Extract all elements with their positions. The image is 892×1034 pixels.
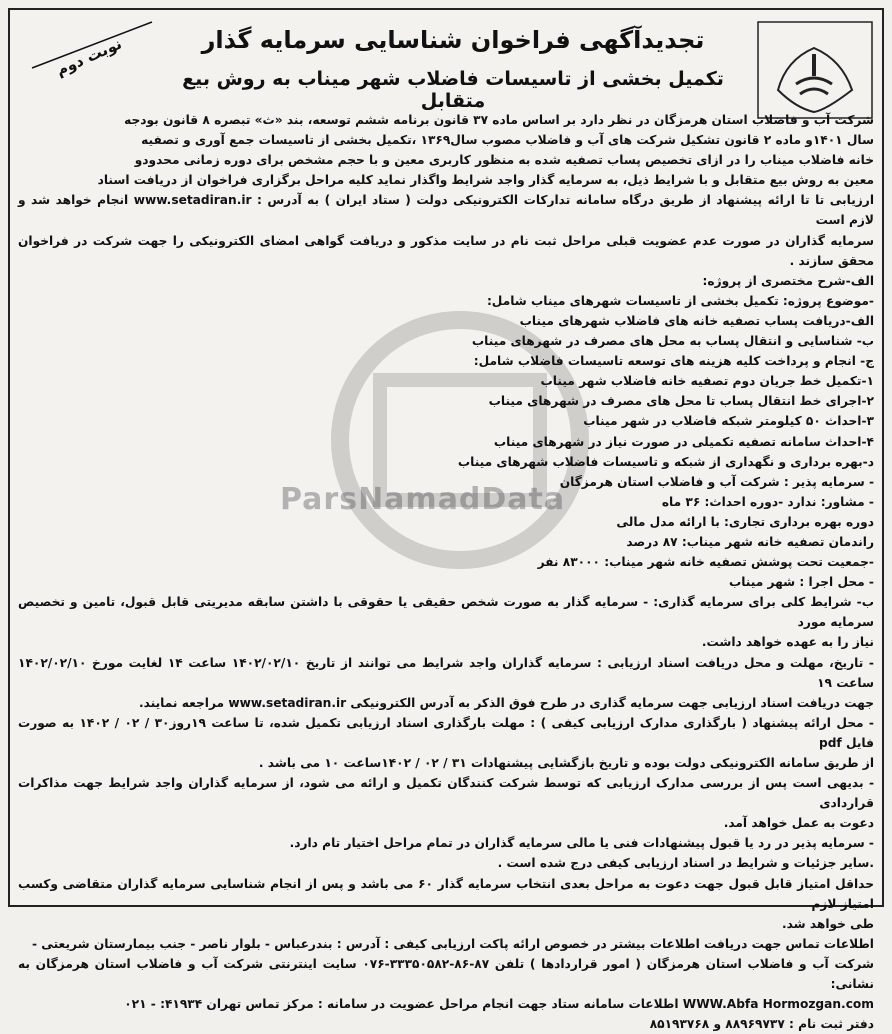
page-subtitle: تکمیل بخشی از تاسیسات فاضلاب شهر میناب به روش بیع متقابل bbox=[182, 68, 724, 112]
body-line: ب- شناسایی و انتقال پساب به محل های مصرف در شهرهای میناب bbox=[471, 334, 874, 349]
body-line: - محل ارائه پیشنهاد ( بارگذاری مدارک ارزیابی کیفی ) : مهلت بارگذاری اسناد ارزیابی تکمیل شده، تا ساعت ۱۹روز۳۰ / ۰۲ / ۱۴۰۲ به صورت فایل pdf bbox=[18, 715, 874, 750]
contact-line: شرکت آب و فاضلاب استان هرمزگان ( امور قراردادها ) تلفن ۸۷-۸۶-۳۳۳۵۰۵۸۲-۰۷۶ سایت اینترنتی شرکت آب و فاضلاب استان هرمزگان به نشانی: bbox=[18, 956, 874, 992]
body-line: - سرمایه پذیر : شرکت آب و فاضلاب استان هرمزگان bbox=[559, 474, 874, 489]
body-line: ۲-اجرای خط انتقال پساب تا محل های مصرف در شهرهای میناب bbox=[488, 394, 874, 409]
body-line: - تاریخ، مهلت و محل دریافت اسناد ارزیابی : سرمایه گذاران واجد شرایط می توانند از تاریخ ۱۴۰۲/۰۲/۱۰ ساعت ۱۴ لغایت مورخ ۱۴۰۲/۰۲/۱۰ ساعت ۱۹ bbox=[18, 655, 874, 690]
abfa-logo-icon bbox=[756, 20, 874, 120]
body-line: سال ۱۴۰۱و ماده ۲ قانون تشکیل شرکت های آب و فاضلاب مصوب سال۱۳۶۹ ،تکمیل بخشی از تاسیسات جمع آوری و تصفیه bbox=[141, 133, 874, 148]
body-line: .سایر جزئیات و شرایط در اسناد ارزیابی کیفی درج شده است . bbox=[497, 856, 874, 871]
body-line: ۴-احداث سامانه تصفیه تکمیلی در صورت نیاز در شهرهای میناب bbox=[493, 434, 874, 449]
body-line: شرکت آب و فاضلاب استان هرمزگان در نظر دارد بر اساس ماده ۳۷ قانون برنامه ششم توسعه، بند «ث» تبصره ۸ قانون بودجه bbox=[124, 113, 874, 127]
body-line: دوره بهره برداری تجاری: با ارائه مدل مالی bbox=[616, 514, 874, 529]
contact-line: WWW.Abfa Hormozgan.com اطلاعات سامانه ستاد جهت انجام مراحل عضویت در سامانه : مرکز تماس تهران ۴۱۹۳۴: - ۰۲۱ bbox=[124, 997, 874, 1012]
advertisement-page bbox=[8, 8, 884, 1032]
body-line: نیاز را به عهده خواهد داشت. bbox=[701, 635, 874, 650]
body-line: ۳-احداث ۵۰ کیلومتر شبکه فاضلاب در شهر میناب bbox=[583, 414, 874, 429]
body-line: ب- شرایط کلی برای سرمایه گذاری: - سرمایه گذار به صورت شخص حقیقی یا حقوقی با داشتن سابقه مدیریتی قابل قبول، تامین و تخصیص سرمایه مورد bbox=[18, 595, 874, 630]
body-line: جهت دریافت اسناد ارزیابی جهت سرمایه گذاری در طرح فوق الذکر به آدرس الکترونیکی www.setadiran.ir مراجعه نمایند. bbox=[138, 695, 874, 710]
body-line: ارزیابی تا تا ارائه پیشنهاد از طریق درگاه سامانه تدارکات الکترونیکی دولت ( ستاد ایران ) به آدرس : www.setadiran.ir انجام خواهد شد و لازم است bbox=[18, 193, 874, 228]
advertisement-body bbox=[18, 110, 874, 1032]
stamp-text: نوبت دوم bbox=[53, 34, 125, 80]
body-line: خانه فاضلاب میناب را در ازای تخصیص پساب تصفیه شده به منظور کاربری معین و با حجم مشخص برای دوره زمانی محدودو bbox=[134, 153, 874, 168]
body-line: -موضوع پروژه: تکمیل بخشی از تاسیسات شهرهای میناب شامل: bbox=[486, 293, 874, 308]
contact-line: اطلاعات تماس جهت دریافت اطلاعات بیشتر در خصوص ارائه پاکت ارزیابی کیفی : آدرس : بندرعباس - بلوار ناصر - جنب بیمارستان شریعتی - bbox=[31, 936, 874, 951]
body-line: - بدیهی است پس از بررسی مدارک ارزیابی که توسط شرکت کنندگان تکمیل و ارائه می شود، از سرمایه گذاران واجد شرایط جهت مذاکرات قراردادی bbox=[18, 776, 874, 811]
body-line: راندمان تصفیه خانه شهر میناب: ۸۷ درصد bbox=[626, 534, 874, 549]
body-line: -جمعیت تحت پوشش تصفیه خانه شهر میناب: ۸۳۰۰۰ نفر bbox=[537, 555, 874, 570]
page-title: تجدیدآگهی فراخوان شناسایی سرمایه گذار bbox=[201, 26, 705, 54]
section-heading: الف-شرح مختصری از پروژه: bbox=[702, 273, 874, 288]
round-stamp bbox=[26, 18, 156, 80]
body-line: طی خواهد شد. bbox=[781, 916, 874, 931]
body-line: حداقل امتیاز قابل قبول جهت دعوت به مراحل بعدی انتخاب سرمایه گذار ۶۰ می باشد و پس از انجام شناسایی سرمایه گذاران متقاضی وکسب امتیاز لازم bbox=[18, 876, 874, 911]
body-line: - مشاور: ندارد -دوره احداث: ۳۶ ماه bbox=[661, 494, 874, 509]
body-line: الف-دریافت پساب تصفیه خانه های فاضلاب شهرهای میناب bbox=[519, 313, 874, 328]
body-line: از طریق سامانه الکترونیکی دولت بوده و تاریخ بازگشایی پیشنهادات ۳۱ / ۰۲ / ۱۴۰۲ساعت ۱۰ می باشد . bbox=[258, 756, 874, 770]
body-line: دعوت به عمل خواهد آمد. bbox=[723, 816, 874, 831]
body-line: - سرمایه پذیر در رد یا قبول پیشنهادات فنی یا مالی سرمایه گذاران در تمام مراحل اختیار تام دارد. bbox=[289, 836, 874, 851]
body-line: ۱-تکمیل خط جریان دوم تصفیه خانه فاضلاب شهر میناب bbox=[540, 374, 874, 389]
contact-line: دفتر ثبت نام : ۸۸۹۶۹۷۳۷ و ۸۵۱۹۳۷۶۸ bbox=[649, 1017, 874, 1032]
body-line: سرمایه گذاران در صورت عدم عضویت قبلی مراحل ثبت نام در سایت مذکور و دریافت گواهی امضای الکترونیکی را جهت شرکت در فراخوان محقق سازند . bbox=[18, 233, 874, 268]
body-line: - محل اجرا : شهر میناب bbox=[728, 575, 874, 590]
body-line: د-بهره برداری و نگهداری از شبکه و تاسیسات فاضلاب شهرهای میناب bbox=[457, 454, 874, 469]
body-line: معین به روش بیع متقابل و با شرایط ذیل، به سرمایه گذار واجد شرایط واگذار نماید کلیه مراحل برگزاری فراخوان از دریافت اسناد bbox=[97, 173, 874, 188]
body-line: ج- انجام و پرداخت کلیه هزینه های توسعه تاسیسات فاضلاب شامل: bbox=[473, 354, 874, 369]
watermark-text: ParsNamadData bbox=[280, 482, 566, 517]
